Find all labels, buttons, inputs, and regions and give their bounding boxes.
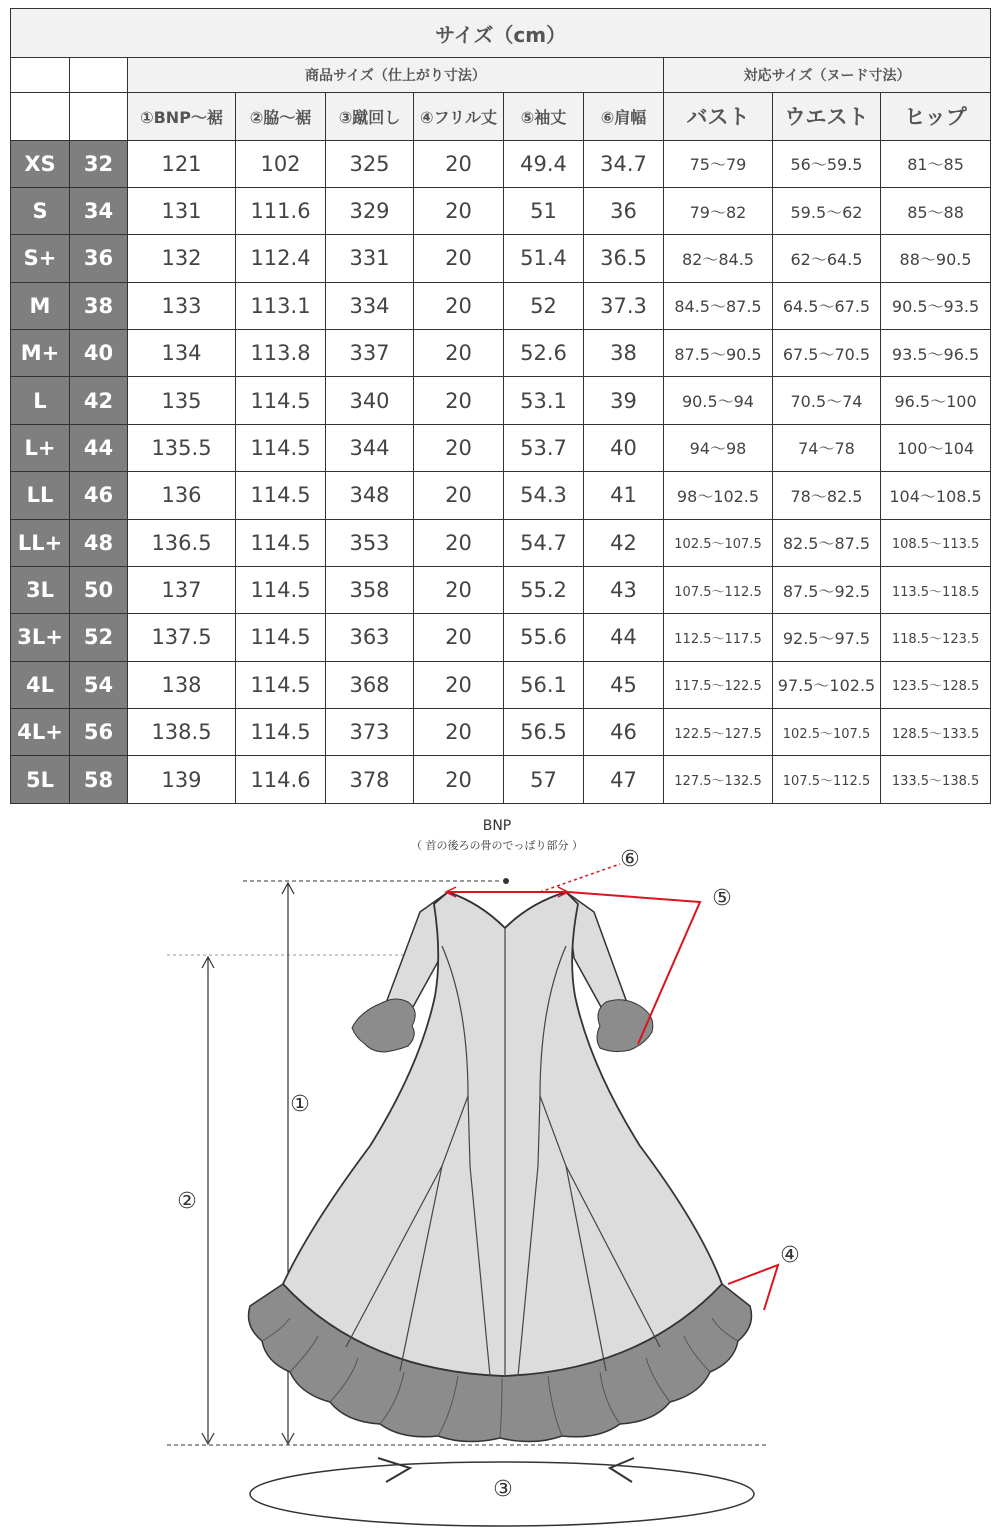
cell-bust: 87.5～90.5 xyxy=(664,330,773,377)
measure-arrow-2 xyxy=(202,957,214,1444)
cell-waist: 97.5～102.5 xyxy=(773,661,881,708)
table-row xyxy=(11,377,991,424)
size-number-cell: 50 xyxy=(70,566,128,613)
group-header-product: 商品サイズ（仕上がり寸法） xyxy=(128,58,664,93)
table-row xyxy=(11,472,991,519)
size-number-cell: 46 xyxy=(70,472,128,519)
cell-waist: 102.5～107.5 xyxy=(773,709,881,756)
cell-frill-length: 20 xyxy=(414,661,504,708)
cell-sleeve-length: 53.7 xyxy=(504,424,584,471)
cell-bust: 107.5～112.5 xyxy=(664,566,773,613)
cell-frill-length: 20 xyxy=(414,614,504,661)
cell-hip: 108.5～113.5 xyxy=(881,519,991,566)
cell-frill-length: 20 xyxy=(414,424,504,471)
cell-bnp-hem: 135.5 xyxy=(128,424,236,471)
cell-bnp-hem: 133 xyxy=(128,282,236,329)
marker-3: ③ xyxy=(493,1477,513,1502)
cell-frill-length: 20 xyxy=(414,519,504,566)
cell-hip: 88～90.5 xyxy=(881,235,991,282)
group-header-fit: 対応サイズ（ヌード寸法） xyxy=(664,58,991,93)
cell-waist: 107.5～112.5 xyxy=(773,756,881,804)
cell-hem-circumference: 373 xyxy=(326,709,414,756)
cell-bust: 112.5～117.5 xyxy=(664,614,773,661)
marker-5: ⑤ xyxy=(712,886,732,911)
cell-bust: 94～98 xyxy=(664,424,773,471)
cell-waist: 67.5～70.5 xyxy=(773,330,881,377)
cell-sleeve-length: 56.1 xyxy=(504,661,584,708)
hem-arrow-left xyxy=(378,1458,410,1482)
cell-side-hem: 114.5 xyxy=(236,566,326,613)
cell-side-hem: 114.6 xyxy=(236,756,326,804)
cell-waist: 56～59.5 xyxy=(773,140,881,187)
blank-cell xyxy=(11,58,70,93)
cell-shoulder-width: 36 xyxy=(584,187,664,234)
size-label-cell: XS xyxy=(11,140,70,187)
cell-hem-circumference: 331 xyxy=(326,235,414,282)
cell-shoulder-width: 38 xyxy=(584,330,664,377)
cell-hip: 104～108.5 xyxy=(881,472,991,519)
cell-waist: 70.5～74 xyxy=(773,377,881,424)
cell-hip: 128.5～133.5 xyxy=(881,709,991,756)
cell-waist: 82.5～87.5 xyxy=(773,519,881,566)
table-row xyxy=(11,709,991,756)
cell-side-hem: 114.5 xyxy=(236,519,326,566)
cell-waist: 62～64.5 xyxy=(773,235,881,282)
bnp-label: BNP xyxy=(482,818,512,834)
cell-hem-circumference: 329 xyxy=(326,187,414,234)
size-number-cell: 44 xyxy=(70,424,128,471)
size-number-cell: 38 xyxy=(70,282,128,329)
bnp-point xyxy=(503,878,509,884)
cell-sleeve-length: 56.5 xyxy=(504,709,584,756)
blank-cell xyxy=(70,93,128,140)
cell-hip: 113.5～118.5 xyxy=(881,566,991,613)
cell-bnp-hem: 137 xyxy=(128,566,236,613)
size-number-cell: 40 xyxy=(70,330,128,377)
size-number-cell: 32 xyxy=(70,140,128,187)
size-label-cell: S+ xyxy=(11,235,70,282)
cell-hem-circumference: 353 xyxy=(326,519,414,566)
blank-cell xyxy=(70,58,128,93)
bnp-note: （ 首の後ろの骨のでっぱり部分 ） xyxy=(411,839,583,852)
cell-frill-length: 20 xyxy=(414,566,504,613)
cell-side-hem: 111.6 xyxy=(236,187,326,234)
col-header-bust: バスト xyxy=(664,93,773,140)
col-header-frill-length: ④フリル丈 xyxy=(414,93,504,140)
cell-frill-length: 20 xyxy=(414,377,504,424)
marker-4: ④ xyxy=(780,1243,800,1268)
cell-bust: 75～79 xyxy=(664,140,773,187)
cell-sleeve-length: 55.2 xyxy=(504,566,584,613)
cell-hem-circumference: 348 xyxy=(326,472,414,519)
col-header-hip: ヒップ xyxy=(881,93,991,140)
cell-waist: 74～78 xyxy=(773,424,881,471)
cell-hem-circumference: 368 xyxy=(326,661,414,708)
cell-waist: 87.5～92.5 xyxy=(773,566,881,613)
cell-waist: 78～82.5 xyxy=(773,472,881,519)
cell-shoulder-width: 37.3 xyxy=(584,282,664,329)
cell-frill-length: 20 xyxy=(414,330,504,377)
cell-bnp-hem: 136.5 xyxy=(128,519,236,566)
cell-side-hem: 114.5 xyxy=(236,377,326,424)
size-label-cell: 4L+ xyxy=(11,709,70,756)
size-number-cell: 34 xyxy=(70,187,128,234)
table-row xyxy=(11,282,991,329)
cell-hip: 90.5～93.5 xyxy=(881,282,991,329)
cell-sleeve-length: 49.4 xyxy=(504,140,584,187)
marker-6: ⑥ xyxy=(620,847,640,872)
cell-waist: 92.5～97.5 xyxy=(773,614,881,661)
cell-shoulder-width: 41 xyxy=(584,472,664,519)
size-label-cell: 3L xyxy=(11,566,70,613)
cell-bust: 98～102.5 xyxy=(664,472,773,519)
cell-hip: 100～104 xyxy=(881,424,991,471)
size-label-cell: 3L+ xyxy=(11,614,70,661)
cell-bnp-hem: 131 xyxy=(128,187,236,234)
cell-hip: 85～88 xyxy=(881,187,991,234)
cell-shoulder-width: 40 xyxy=(584,424,664,471)
size-label-cell: M xyxy=(11,282,70,329)
cell-frill-length: 20 xyxy=(414,235,504,282)
cell-bnp-hem: 139 xyxy=(128,756,236,804)
cell-shoulder-width: 47 xyxy=(584,756,664,804)
table-row xyxy=(11,140,991,187)
cell-frill-length: 20 xyxy=(414,756,504,804)
cell-bust: 84.5～87.5 xyxy=(664,282,773,329)
col-header-waist: ウエスト xyxy=(773,93,881,140)
table-row xyxy=(11,424,991,471)
blank-cell xyxy=(11,93,70,140)
cell-sleeve-length: 54.7 xyxy=(504,519,584,566)
cell-frill-length: 20 xyxy=(414,187,504,234)
table-row xyxy=(11,330,991,377)
col-header-hem-circumference: ③蹴回し xyxy=(326,93,414,140)
cell-shoulder-width: 43 xyxy=(584,566,664,613)
dress-body xyxy=(283,892,722,1376)
size-label-cell: 4L xyxy=(11,661,70,708)
cell-sleeve-length: 52 xyxy=(504,282,584,329)
cell-side-hem: 113.1 xyxy=(236,282,326,329)
size-number-cell: 36 xyxy=(70,235,128,282)
size-label-cell: 5L xyxy=(11,756,70,804)
size-number-cell: 42 xyxy=(70,377,128,424)
cell-side-hem: 114.5 xyxy=(236,424,326,471)
cell-hem-circumference: 378 xyxy=(326,756,414,804)
cell-side-hem: 102 xyxy=(236,140,326,187)
col-header-shoulder-width: ⑥肩幅 xyxy=(584,93,664,140)
table-row xyxy=(11,519,991,566)
cell-frill-length: 20 xyxy=(414,140,504,187)
table-row xyxy=(11,235,991,282)
col-header-bnp-hem: ①BNP～裾 xyxy=(128,93,236,140)
cell-shoulder-width: 39 xyxy=(584,377,664,424)
marker-6-leader xyxy=(540,864,620,892)
hem-arrow-right xyxy=(610,1458,634,1482)
table-row xyxy=(11,756,991,804)
cell-hip: 93.5～96.5 xyxy=(881,330,991,377)
cell-sleeve-length: 51.4 xyxy=(504,235,584,282)
cell-bnp-hem: 138 xyxy=(128,661,236,708)
table-row xyxy=(11,566,991,613)
col-header-sleeve-length: ⑤袖丈 xyxy=(504,93,584,140)
cell-side-hem: 114.5 xyxy=(236,661,326,708)
cell-bust: 117.5～122.5 xyxy=(664,661,773,708)
table-row xyxy=(11,187,991,234)
cell-hip: 81～85 xyxy=(881,140,991,187)
cell-waist: 59.5～62 xyxy=(773,187,881,234)
marker-2: ② xyxy=(177,1189,197,1214)
cell-bust: 79～82 xyxy=(664,187,773,234)
cell-hem-circumference: 358 xyxy=(326,566,414,613)
cell-frill-length: 20 xyxy=(414,709,504,756)
cell-bust: 90.5～94 xyxy=(664,377,773,424)
cell-hem-circumference: 325 xyxy=(326,140,414,187)
cell-hem-circumference: 344 xyxy=(326,424,414,471)
cell-sleeve-length: 54.3 xyxy=(504,472,584,519)
cell-hip: 96.5～100 xyxy=(881,377,991,424)
cell-hip: 133.5～138.5 xyxy=(881,756,991,804)
cell-sleeve-length: 52.6 xyxy=(504,330,584,377)
dress-measurement-diagram xyxy=(0,806,1000,1536)
cell-waist: 64.5～67.5 xyxy=(773,282,881,329)
cell-bust: 102.5～107.5 xyxy=(664,519,773,566)
size-label-cell: M+ xyxy=(11,330,70,377)
marker-1: ① xyxy=(290,1092,310,1117)
cell-shoulder-width: 45 xyxy=(584,661,664,708)
cell-bnp-hem: 121 xyxy=(128,140,236,187)
table-title: サイズ（cm） xyxy=(11,9,991,58)
cell-side-hem: 114.5 xyxy=(236,709,326,756)
cell-hip: 123.5～128.5 xyxy=(881,661,991,708)
cell-bust: 82～84.5 xyxy=(664,235,773,282)
size-number-cell: 58 xyxy=(70,756,128,804)
cell-sleeve-length: 53.1 xyxy=(504,377,584,424)
size-label-cell: L xyxy=(11,377,70,424)
cell-sleeve-length: 55.6 xyxy=(504,614,584,661)
size-label-cell: L+ xyxy=(11,424,70,471)
size-number-cell: 54 xyxy=(70,661,128,708)
size-label-cell: LL xyxy=(11,472,70,519)
cell-hem-circumference: 340 xyxy=(326,377,414,424)
cell-side-hem: 112.4 xyxy=(236,235,326,282)
cell-frill-length: 20 xyxy=(414,472,504,519)
table-row xyxy=(11,661,991,708)
cell-bnp-hem: 137.5 xyxy=(128,614,236,661)
cell-frill-length: 20 xyxy=(414,282,504,329)
cell-bnp-hem: 132 xyxy=(128,235,236,282)
col-header-side-hem: ②脇～裾 xyxy=(236,93,326,140)
size-number-cell: 52 xyxy=(70,614,128,661)
cell-bnp-hem: 138.5 xyxy=(128,709,236,756)
cell-hem-circumference: 337 xyxy=(326,330,414,377)
size-table xyxy=(10,8,991,804)
cell-side-hem: 113.8 xyxy=(236,330,326,377)
cell-side-hem: 114.5 xyxy=(236,614,326,661)
cell-hem-circumference: 363 xyxy=(326,614,414,661)
right-sleeve-ruffle xyxy=(597,1000,653,1052)
table-row xyxy=(11,614,991,661)
cell-shoulder-width: 44 xyxy=(584,614,664,661)
left-sleeve-ruffle xyxy=(352,999,415,1052)
cell-side-hem: 114.5 xyxy=(236,472,326,519)
cell-bust: 122.5～127.5 xyxy=(664,709,773,756)
cell-sleeve-length: 51 xyxy=(504,187,584,234)
cell-hip: 118.5～123.5 xyxy=(881,614,991,661)
cell-bnp-hem: 136 xyxy=(128,472,236,519)
cell-bnp-hem: 134 xyxy=(128,330,236,377)
cell-bnp-hem: 135 xyxy=(128,377,236,424)
cell-shoulder-width: 46 xyxy=(584,709,664,756)
cell-hem-circumference: 334 xyxy=(326,282,414,329)
size-label-cell: S xyxy=(11,187,70,234)
cell-sleeve-length: 57 xyxy=(504,756,584,804)
cell-shoulder-width: 34.7 xyxy=(584,140,664,187)
cell-shoulder-width: 36.5 xyxy=(584,235,664,282)
size-label-cell: LL+ xyxy=(11,519,70,566)
size-number-cell: 56 xyxy=(70,709,128,756)
cell-bust: 127.5～132.5 xyxy=(664,756,773,804)
cell-shoulder-width: 42 xyxy=(584,519,664,566)
size-number-cell: 48 xyxy=(70,519,128,566)
